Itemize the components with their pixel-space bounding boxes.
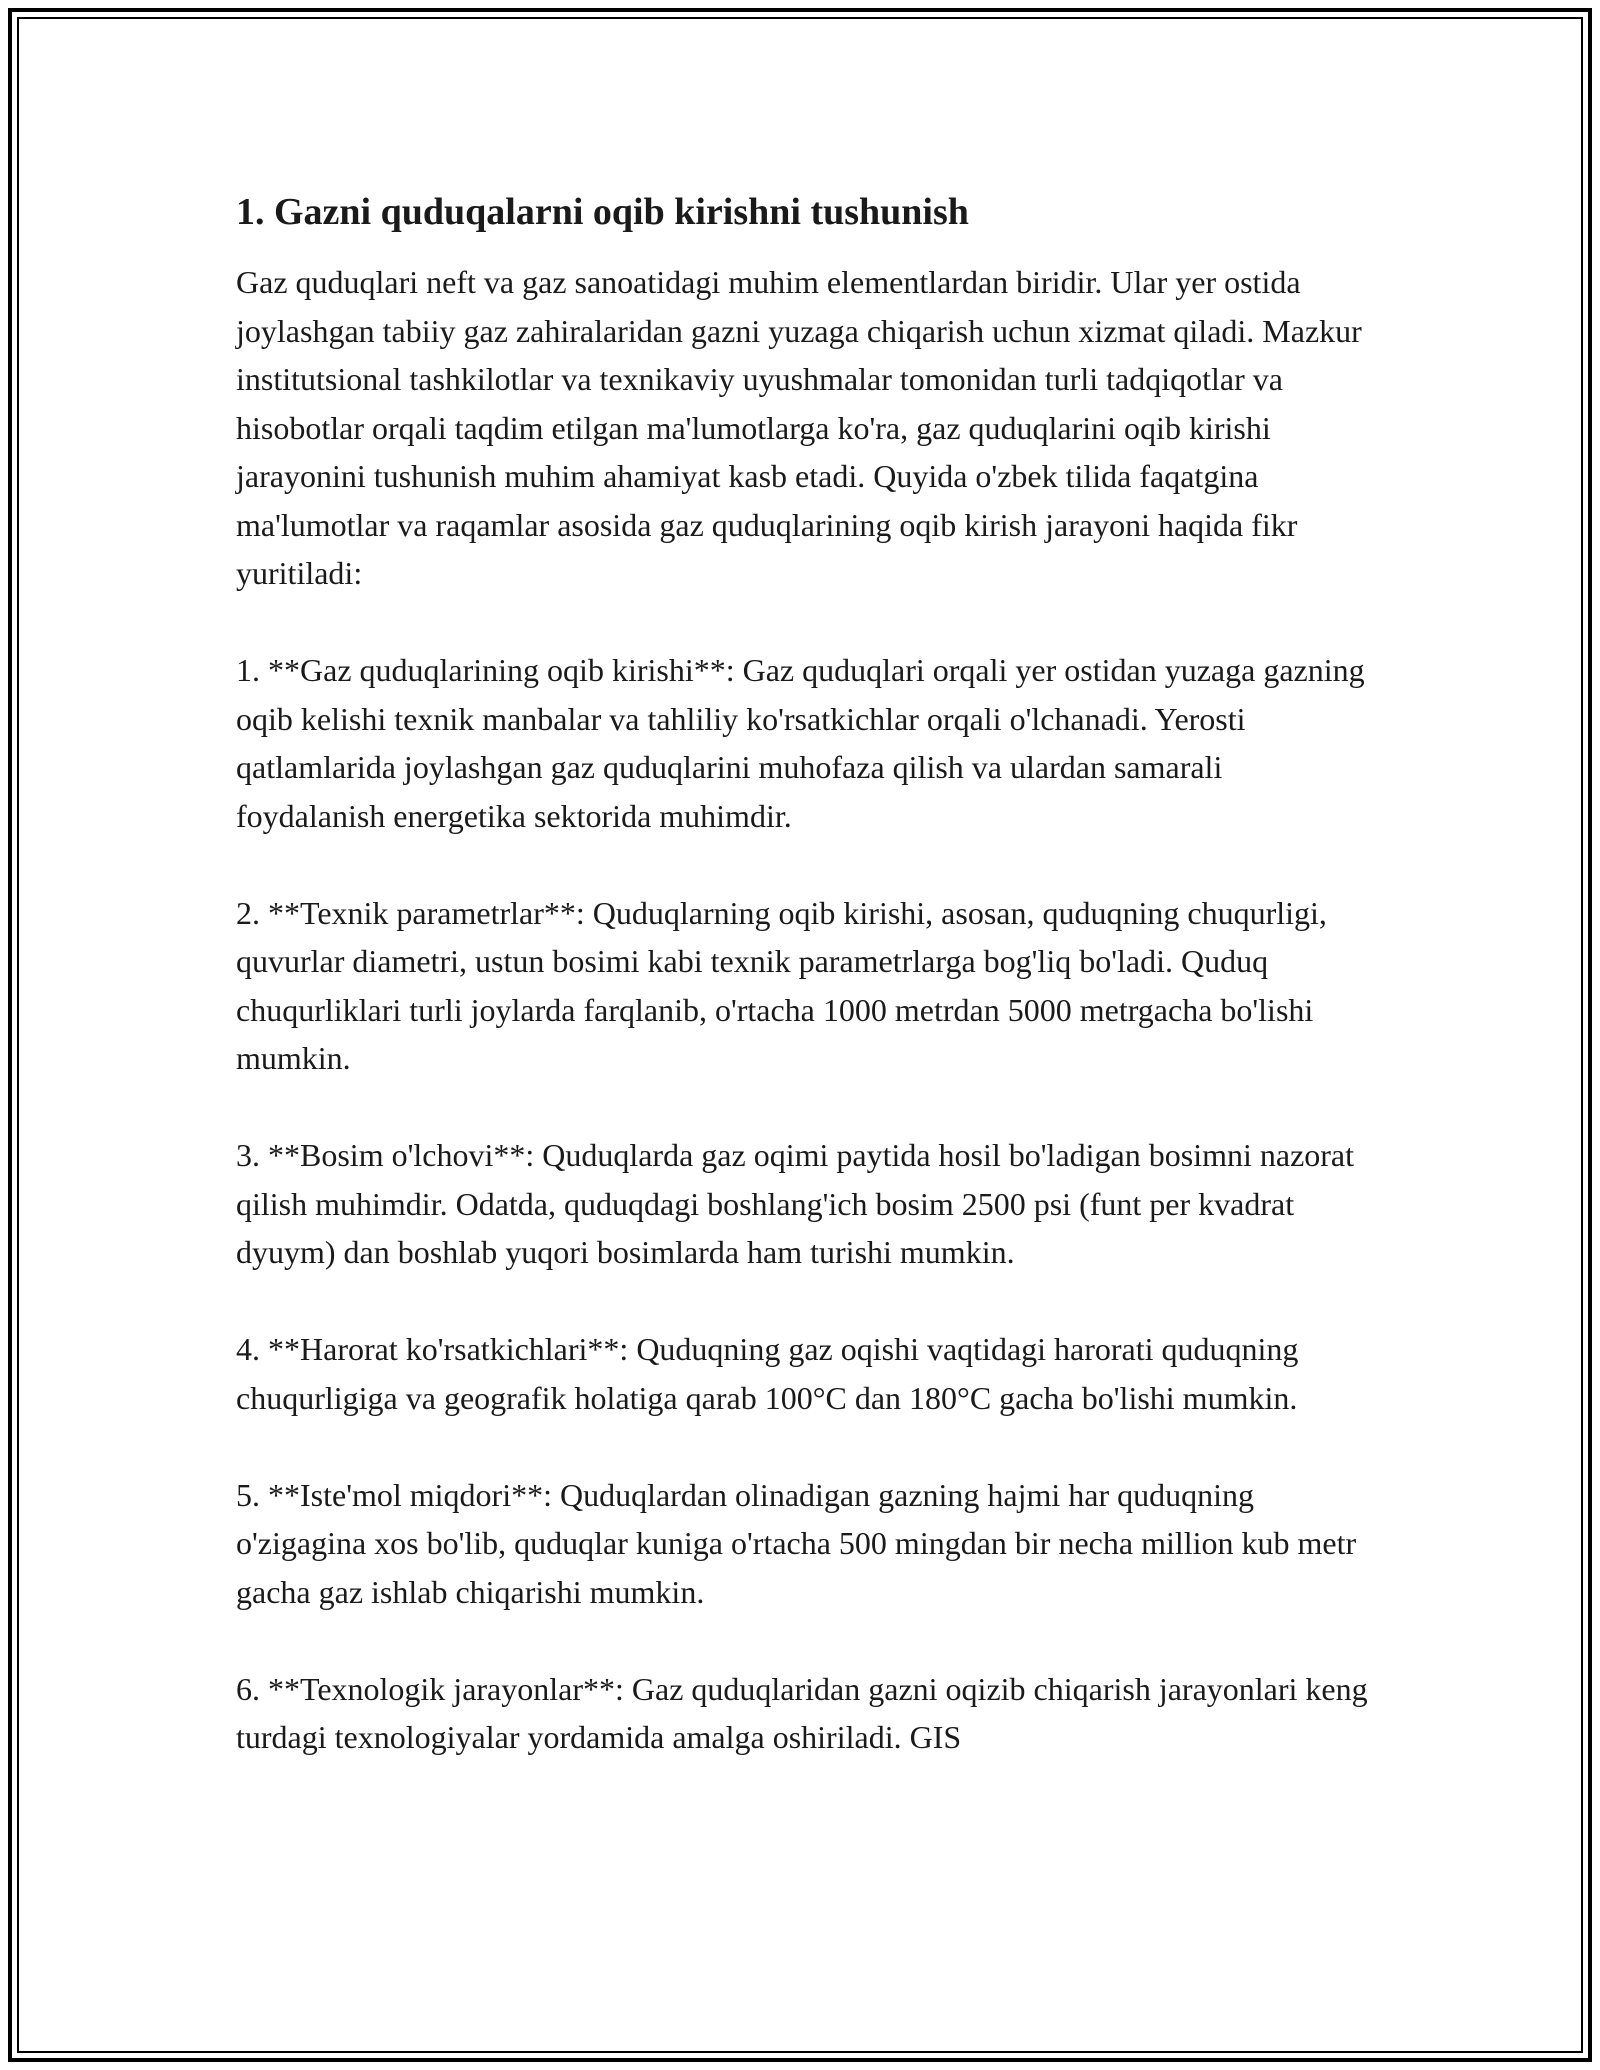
- intro-paragraph: Gaz quduqlari neft va gaz sanoatidagi muhim elementlardan biridir. Ular yer ostida joylashgan tabiiy gaz zahiralaridan gazni yuzaga chiqarish uchun xizmat qiladi. Mazkur institutsional tashkilotlar va texnikaviy uyushmalar tomonidan turli tadqiqotlar va hisobotlar orqali taqdim etilgan ma'lumotlarga ko'ra, gaz quduqlarini oqib kirishi jarayonini tushunish muhim ahamiyat kasb etadi. Quyida o'zbek tilida faqatgina ma'lumotlar va raqamlar asosida gaz quduqlarining oqib kirish jarayoni haqida fikr yuritiladi:: [236, 264, 1370, 591]
- list-item-5: 5. **Iste'mol miqdori**: Quduqlardan olinadigan gazning hajmi har quduqning o'zigagina xos bo'lib, quduqlar kuniga o'rtacha 500 mingdan bir necha million kub metr gacha gaz ishlab chiqarishi mumkin.: [236, 1476, 1365, 1610]
- list-item-6: 6. **Texnologik jarayonlar**: Gaz quduqlaridan gazni oqizib chiqarish jarayonlari keng turdagi texnologiyalar yordamida amalga oshiriladi. GIS: [236, 1670, 1376, 1755]
- paragraph-spacer: [236, 1616, 1376, 1665]
- paragraph-spacer: [236, 1277, 1376, 1326]
- section-heading: 1. Gazni quduqalarni oqib kirishni tushunish: [236, 191, 969, 233]
- paragraph-spacer: [236, 1422, 1376, 1471]
- list-item-3: 3. **Bosim o'lchovi**: Quduqlarda gaz oqimi paytida hosil bo'ladigan bosimni nazorat qilish muhimdir. Odatda, quduqdagi boshlang'ich bosim 2500 psi (funt per kvadrat dyuym) dan boshlab yuqori bosimlarda ham turishi mumkin.: [236, 1137, 1363, 1270]
- list-item-2: 2. **Texnik parametrlar**: Quduqlarning oqib kirishi, asosan, quduqning chuqurligi, quvurlar diametri, ustun bosimi kabi texnik parametrlarga bog'liq bo'ladi. Quduq chuqurliklari turli joylarda farqlanib, o'rtacha 1000 metrdan 5000 metrgacha bo'lishi mumkin.: [236, 894, 1335, 1076]
- paragraph-spacer: [236, 1083, 1376, 1132]
- paragraph-spacer: [236, 598, 1376, 647]
- list-item-4: 4. **Harorat ko'rsatkichlari**: Quduqning gaz oqishi vaqtidagi harorati quduqning chuqurligiga va geografik holatiga qarab 100°C dan 180°C gacha bo'lishi mumkin.: [236, 1331, 1307, 1416]
- list-item-1: 1. **Gaz quduqlarining oqib kirishi**: Gaz quduqlari orqali yer ostidan yuzaga gazning oqib kelishi texnik manbalar va tahliliy ko'rsatkichlar orqali o'lchanadi. Yerosti qatlamlarida joylashgan gaz quduqlarini muhofaza qilish va ulardan samarali foydalanish energetika sektorida muhimdir.: [236, 652, 1373, 834]
- paragraph-spacer: [236, 840, 1376, 889]
- document-body: [236, 186, 1376, 1762]
